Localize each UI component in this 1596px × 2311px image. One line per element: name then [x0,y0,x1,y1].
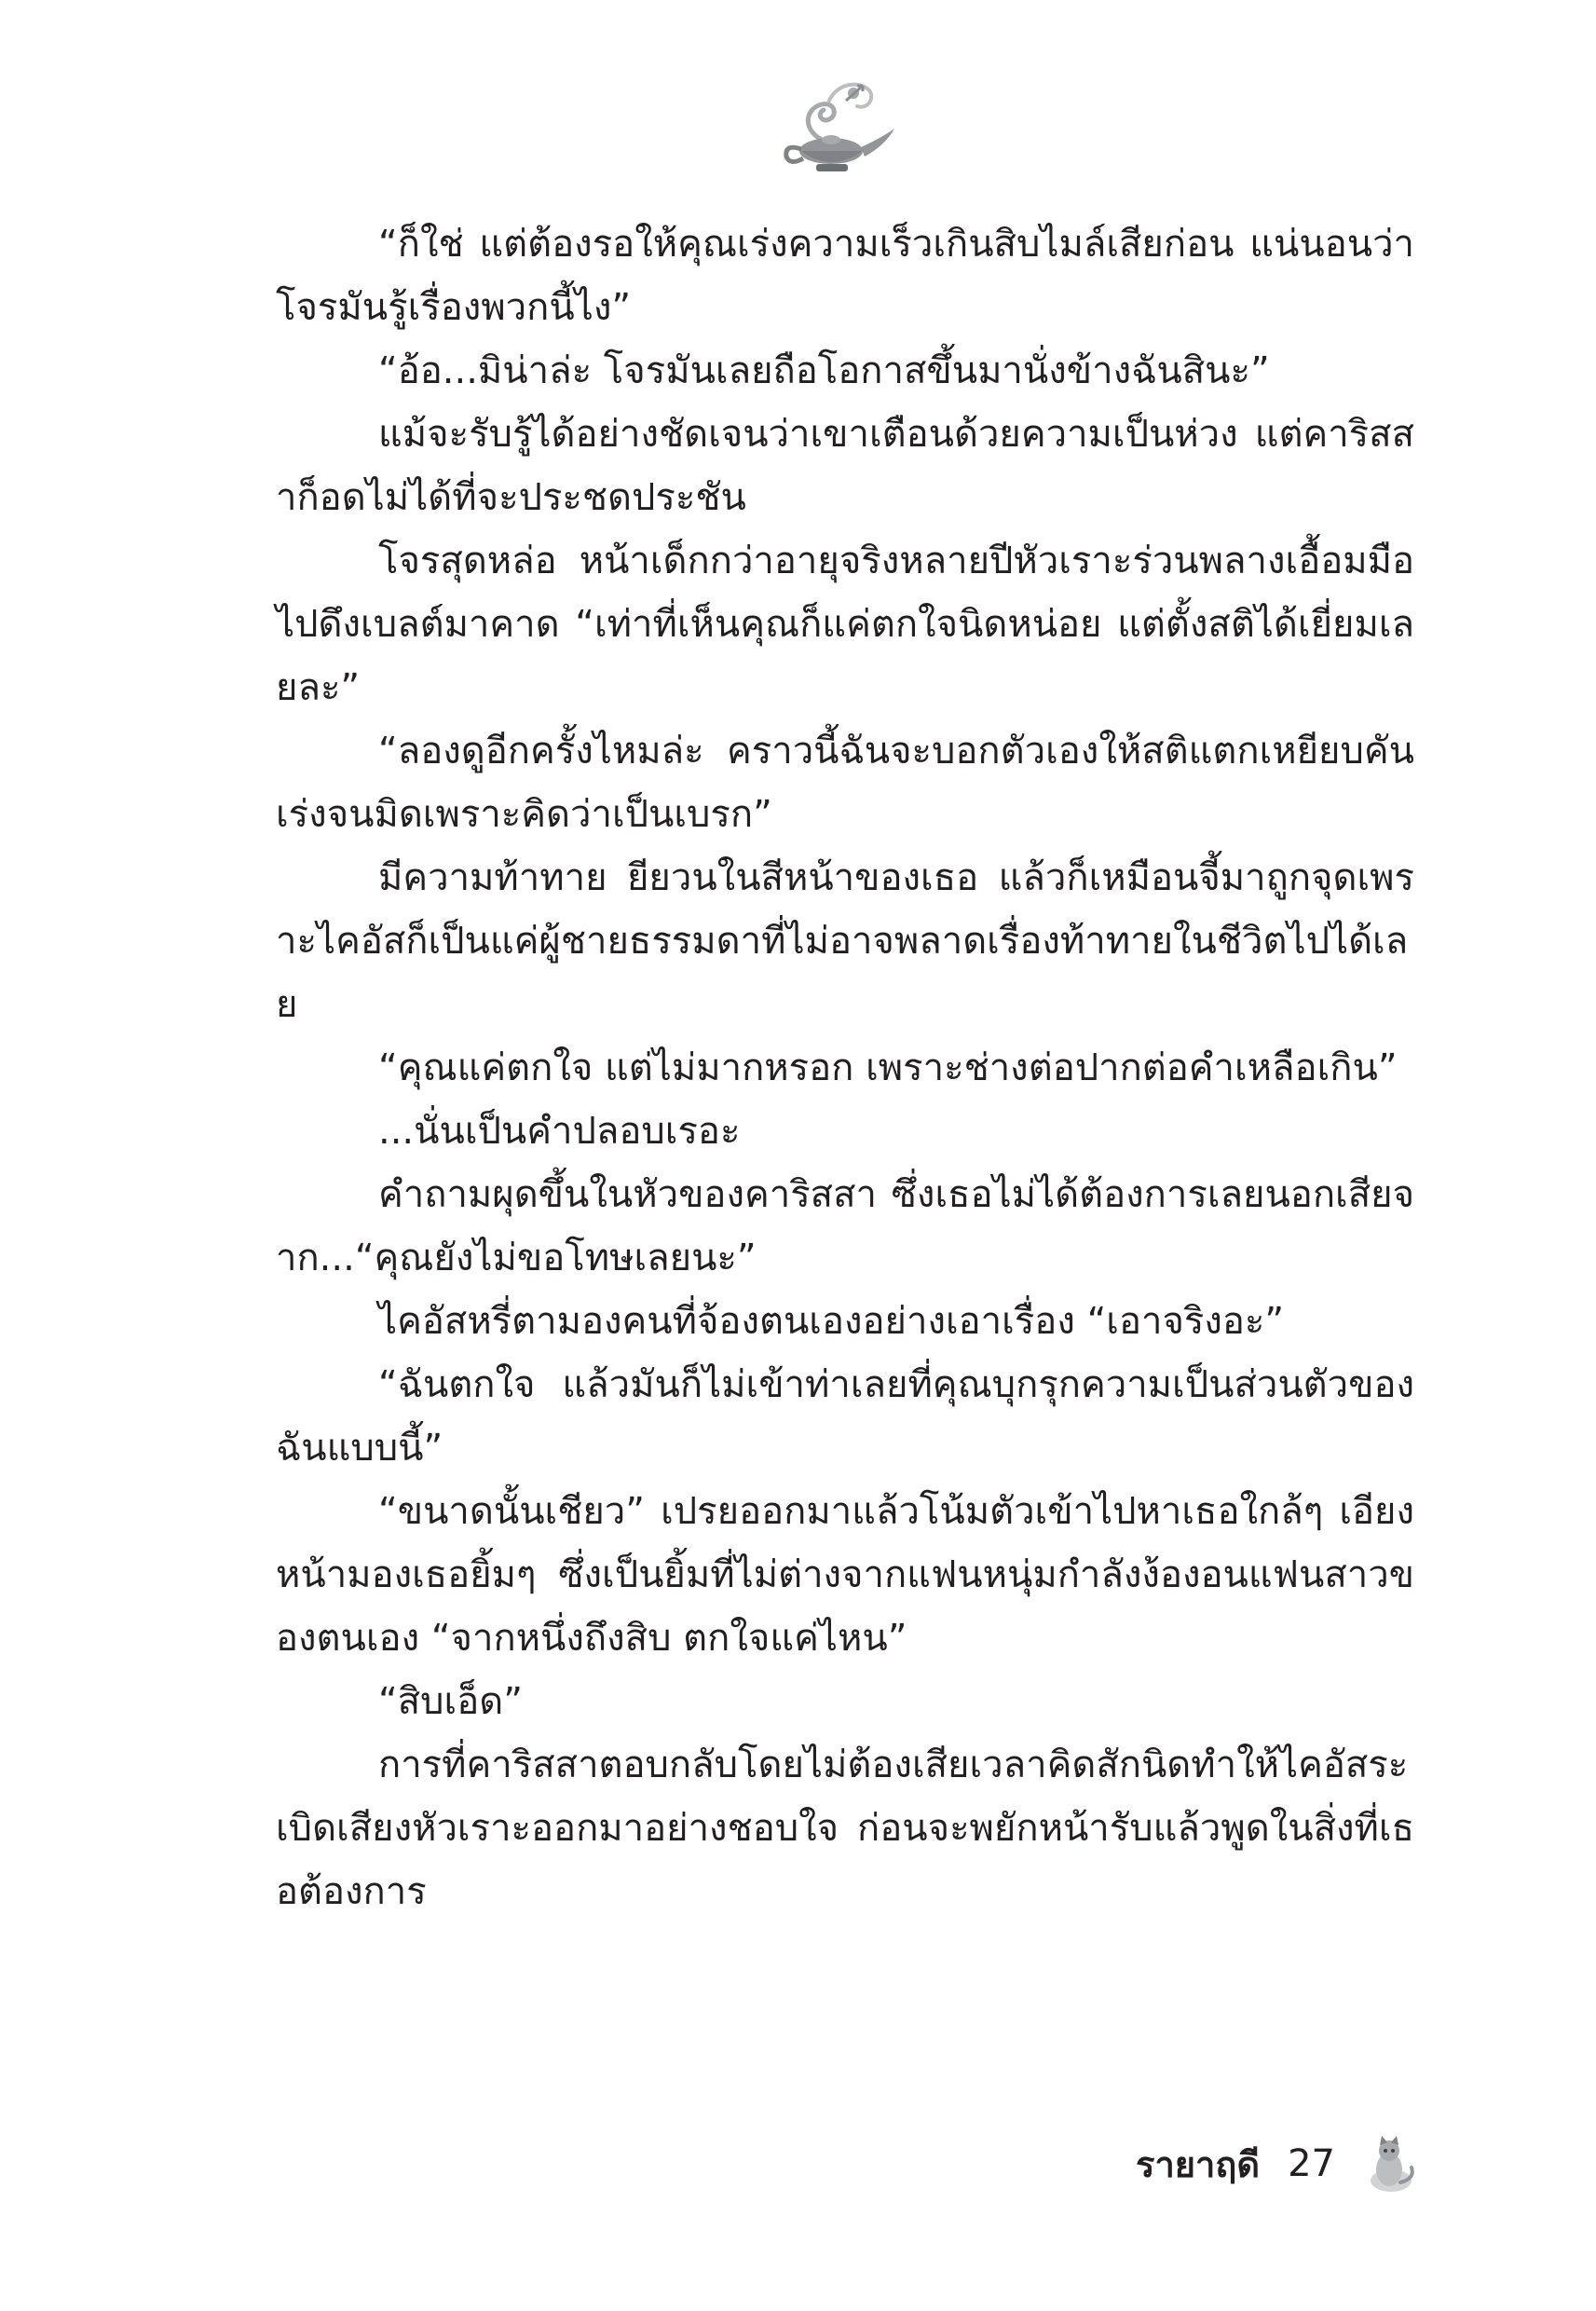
paragraph-14: การที่คาริสสาตอบกลับโดยไม่ต้องเสียเวลาคิดสักนิดทำให้ไคอัสระเบิดเสียงหัวเราะออกมาอย่างชอบใจ ก่อนจะพยักหน้ารับแล้วพูดในสิ่งที่เธอต้องการ [276,1744,1414,1913]
chapter-body [276,212,1414,1923]
paragraph-11: “ฉันตกใจ แล้วมันก็ไม่เข้าท่าเลยที่คุณบุกรุกความเป็นส่วนตัวของฉันแบบนี้” [276,1363,1414,1470]
paragraph-8: ...นั่นเป็นคำปลอบเรอะ [378,1110,741,1153]
cat-icon [1363,2134,1419,2194]
paragraph-7: “คุณแค่ตกใจ แต่ไม่มากหรอก เพราะช่างต่อปากต่อคำเหลือเกิน” [378,1046,1398,1089]
page-footer [1136,2134,1419,2194]
paragraph-2: “อ้อ...มิน่าล่ะ โจรมันเลยถือโอกาสขึ้นมานั่งข้างฉันสินะ” [378,349,1270,392]
paragraph-3: แม้จะรับรู้ได้อย่างชัดเจนว่าเขาเตือนด้วยความเป็นห่วง แต่คาริสสาก็อดไม่ได้ที่จะประชดประชัน [276,413,1414,519]
paragraph-6: มีความท้าทาย ยียวนในสีหน้าของเธอ แล้วก็เหมือนจี้มาถูกจุดเพราะไคอัสก็เป็นแค่ผู้ชายธรรมดาที่ไม่อาจพลาดเรื่องท้าทายในชีวิตไปได้เลย [276,856,1414,1026]
book-title: รายาฤดี [1136,2143,1261,2185]
paragraph-12: “ขนาดนั้นเชียว” เปรยออกมาแล้วโน้มตัวเข้าไปหาเธอใกล้ๆ เอียงหน้ามองเธอยิ้มๆ ซึ่งเป็นยิ้มที่ไม่ต่างจากแฟนหนุ่มกำลังง้องอนแฟนสาวของตนเอง “จากหนึ่งถึงสิบ ตกใจแค่ไหน” [276,1490,1414,1660]
paragraph-10: ไคอัสหรี่ตามองคนที่จ้องตนเองอย่างเอาเรื่อง “เอาจริงอะ” [378,1300,1285,1343]
paragraph-1: “ก็ใช่ แต่ต้องรอให้คุณเร่งความเร็วเกินสิบไมล์เสียก่อน แน่นอนว่าโจรมันรู้เรื่องพวกนี้ไง” [276,223,1414,329]
genie-lamp-icon [764,73,904,185]
paragraph-4: โจรสุดหล่อ หน้าเด็กกว่าอายุจริงหลายปีหัวเราะร่วนพลางเอื้อมมือไปดึงเบลต์มาคาด “เท่าที่เห็นคุณก็แค่ตกใจนิดหน่อย แต่ตั้งสติได้เยี่ยมเลยละ” [276,540,1414,709]
page-number: 27 [1288,2142,1335,2185]
paragraph-13: “สิบเอ็ด” [378,1680,523,1723]
paragraph-5: “ลองดูอีกครั้งไหมล่ะ คราวนี้ฉันจะบอกตัวเองให้สติแตกเหยียบคันเร่งจนมิดเพราะคิดว่าเป็นเบรก” [276,730,1414,836]
paragraph-9: คำถามผุดขึ้นในหัวของคาริสสา ซึ่งเธอไม่ได้ต้องการเลยนอกเสียจาก...“คุณยังไม่ขอโทษเลยนะ” [276,1173,1414,1279]
